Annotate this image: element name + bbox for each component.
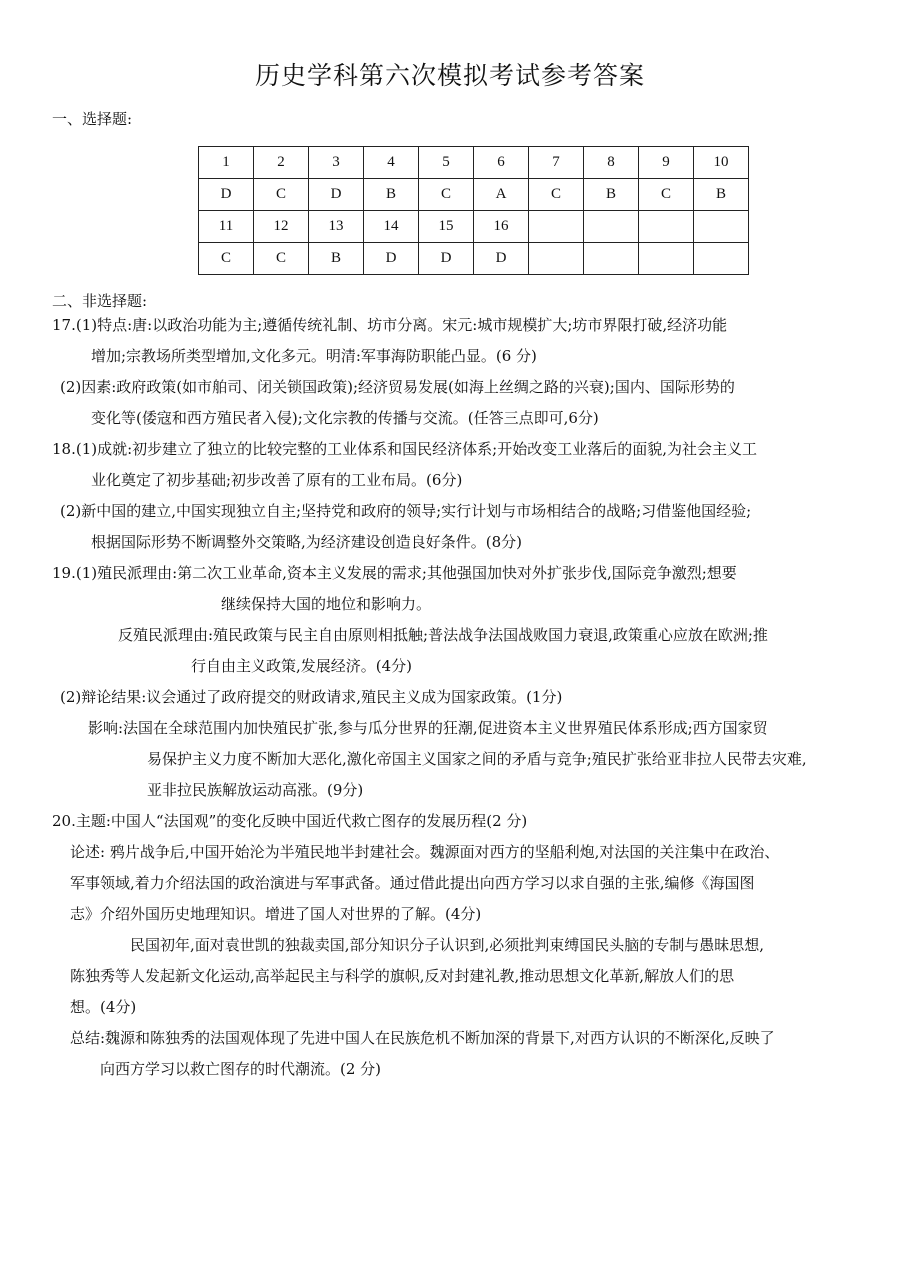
text-line: 业化奠定了初步基础;初步改善了原有的工业布局。(6分) (91, 471, 463, 489)
answer-cell: C (419, 179, 474, 211)
answer-cell: D (474, 243, 529, 275)
text-line: 亚非拉民族解放运动高涨。(9分) (147, 781, 364, 799)
answer-cell: B (309, 243, 364, 275)
page-title: 历史学科第六次模拟考试参考答案 (254, 61, 645, 90)
answer-cell: D (364, 243, 419, 275)
question-number-cell (529, 211, 584, 243)
q19-part1 (52, 558, 737, 620)
question-number-cell: 16 (474, 211, 529, 243)
question-number-row (199, 211, 749, 243)
text-line: (2)新中国的建立,中国实现独立自主;坚持党和政府的领导;实行计划与市场相结合的战略;习借鉴他国经验; (60, 502, 752, 520)
text-line: 志》介绍外国历史地理知识。增进了国人对世界的了解。(4分) (70, 905, 482, 923)
text-line: 易保护主义力度不断加大恶化,激化帝国主义国家之间的矛盾与竞争;殖民扩张给亚非拉人民带去灾难, (147, 750, 807, 768)
text-line: 影响:法国在全球范围内加快殖民扩张,参与瓜分世界的狂潮,促进资本主义世界殖民体系形成;西方国家贸 (88, 719, 768, 737)
answer-cell (639, 243, 694, 275)
q20-argument (70, 837, 779, 930)
answer-cell: B (694, 179, 749, 211)
q20-theme (52, 806, 527, 837)
answer-cell: C (254, 179, 309, 211)
q18-part1 (52, 434, 757, 496)
answer-cell: D (309, 179, 364, 211)
q20-argument-2 (70, 930, 764, 1023)
question-number-cell: 13 (309, 211, 364, 243)
q19-part2 (118, 620, 768, 682)
question-number-cell (584, 211, 639, 243)
question-number-cell: 5 (419, 147, 474, 179)
q17-part2 (60, 372, 735, 434)
question-number-cell: 7 (529, 147, 584, 179)
question-number-cell: 6 (474, 147, 529, 179)
text-line: 论述: 鸦片战争后,中国开始沦为半殖民地半封建社会。魏源面对西方的坚船利炮,对法国的关注集中在政治、 (70, 843, 780, 861)
text-line: (2)辩论结果:议会通过了政府提交的财政请求,殖民主义成为国家政策。(1分) (60, 688, 563, 706)
answer-cell: C (529, 179, 584, 211)
q19-part3 (60, 682, 562, 713)
text-line: 军事领域,着力介绍法国的政治演进与军事武备。通过借此提出向西方学习以求自强的主张,编修《海国图 (70, 874, 755, 892)
text-line: (2)因素:政府政策(如市舶司、闭关锁国政策);经济贸易发展(如海上丝绸之路的兴衰);国内、国际形势的 (60, 378, 735, 396)
answer-cell: B (364, 179, 419, 211)
question-number-cell: 3 (309, 147, 364, 179)
question-number-cell: 10 (694, 147, 749, 179)
text-line: 总结:魏源和陈独秀的法国观体现了先进中国人在民族危机不断加深的背景下,对西方认识的不断深化,反映了 (70, 1029, 775, 1047)
question-number-row (199, 147, 749, 179)
answer-cell (529, 243, 584, 275)
question-number-cell (694, 211, 749, 243)
text-line: 19.(1)殖民派理由:第二次工业革命,资本主义发展的需求;其他强国加快对外扩张步伐,国际竞争激烈;想要 (52, 564, 737, 582)
text-line: 17.(1)特点:唐:以政治功能为主;遵循传统礼制、坊市分离。宋元:城市规模扩大;坊市界限打破,经济功能 (52, 316, 728, 334)
question-number-cell: 14 (364, 211, 419, 243)
text-line: 反殖民派理由:殖民政策与民主自由原则相抵触;普法战争法国战败国力衰退,政策重心应放在欧洲;推 (118, 626, 768, 644)
text-line: 行自由主义政策,发展经济。(4分) (191, 657, 413, 675)
question-number-cell: 12 (254, 211, 309, 243)
question-number-cell: 9 (639, 147, 694, 179)
answer-cell: C (199, 243, 254, 275)
answer-row (199, 243, 749, 275)
section-heading-choice: 一、选择题: (52, 110, 133, 128)
question-number-cell (639, 211, 694, 243)
question-number-cell: 4 (364, 147, 419, 179)
answer-table (198, 146, 749, 275)
answer-cell: A (474, 179, 529, 211)
text-line: 继续保持大国的地位和影响力。 (221, 595, 432, 613)
question-number-cell: 8 (584, 147, 639, 179)
question-number-cell: 15 (419, 211, 474, 243)
q20-summary (70, 1023, 775, 1085)
answer-cell: C (254, 243, 309, 275)
q19-part4 (88, 713, 807, 806)
question-number-cell: 2 (254, 147, 309, 179)
text-line: 增加;宗教场所类型增加,文化多元。明清:军事海防职能凸显。(6 分) (91, 347, 537, 365)
text-line: 根据国际形势不断调整外交策略,为经济建设创造良好条件。(8分) (91, 533, 523, 551)
text-line: 民国初年,面对袁世凯的独裁卖国,部分知识分子认识到,必须批判束缚国民头脑的专制与愚昧思想, (130, 936, 765, 954)
question-number-cell: 11 (199, 211, 254, 243)
text-line: 18.(1)成就:初步建立了独立的比较完整的工业体系和国民经济体系;开始改变工业落后的面貌,为社会主义工 (52, 440, 757, 458)
section-heading-nonchoice: 二、非选择题: (52, 292, 148, 310)
answer-cell: D (419, 243, 474, 275)
q18-part2 (60, 496, 751, 558)
answer-cell: C (639, 179, 694, 211)
text-line: 陈独秀等人发起新文化运动,高举起民主与科学的旗帜,反对封建礼教,推动思想文化革新,解放人们的思 (70, 967, 735, 985)
answer-cell: D (199, 179, 254, 211)
answer-cell: B (584, 179, 639, 211)
text-line: 向西方学习以救亡图存的时代潮流。(2 分) (100, 1060, 382, 1078)
text-line: 20.主题:中国人“法国观”的变化反映中国近代救亡图存的发展历程(2 分) (52, 812, 528, 830)
answer-row (199, 179, 749, 211)
q17-part1 (52, 310, 727, 372)
text-line: 想。(4分) (70, 998, 137, 1016)
answer-cell (694, 243, 749, 275)
question-number-cell: 1 (199, 147, 254, 179)
answer-cell (584, 243, 639, 275)
text-line: 变化等(倭寇和西方殖民者入侵);文化宗教的传播与交流。(任答三点即可,6分) (91, 409, 599, 427)
